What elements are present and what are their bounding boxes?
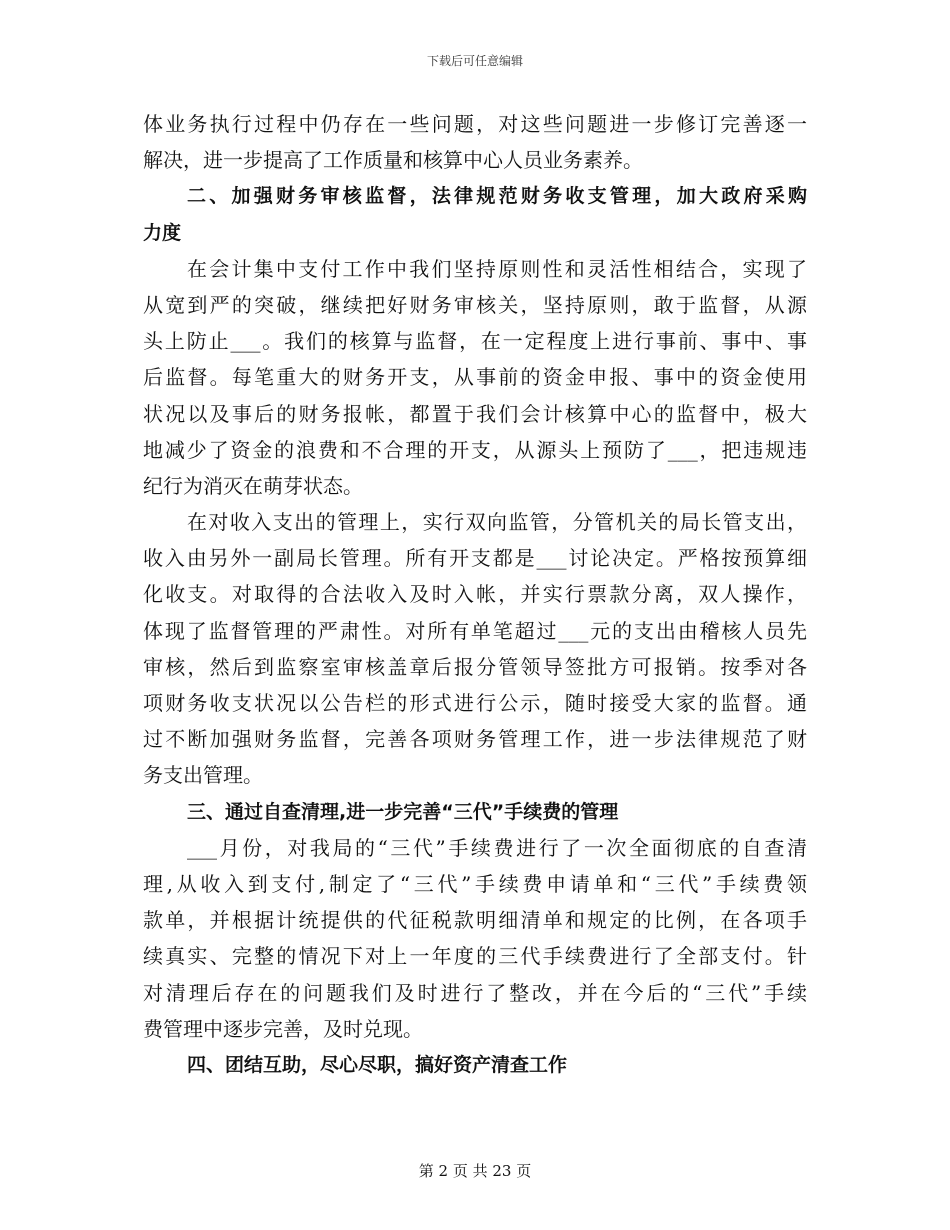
page-number: 第 2 页 共 23 页 [418, 1162, 532, 1180]
body-line: 款单，并根据计统提供的代征税款明细清单和规定的比例，在各项手 [143, 908, 807, 933]
page-footer [0, 1160, 950, 1181]
body-line: 后监督。每笔重大的财务开支，从事前的资金申报、事中的资金使用 [143, 365, 807, 390]
body-line: 理,从收入到支付,制定了“三代”手续费申请单和“三代”手续费领 [143, 871, 807, 896]
body-line: 体现了监督管理的严肃性。对所有单笔超过___元的支出由稽核人员先 [143, 618, 807, 643]
body-line: 过不断加强财务监督，完善各项财务管理工作，进一步法律规范了财 [143, 727, 807, 752]
section-heading-4: 四、团结互助，尽心尽职，搞好资产清查工作 [187, 1053, 568, 1076]
body-line: 在会计集中支付工作中我们坚持原则性和灵活性相结合，实现了 [187, 256, 807, 281]
header-note: 下载后可任意编辑 [426, 54, 523, 68]
document-body [143, 106, 807, 1083]
section-heading-3: 三、通过自查清理,进一步完善“三代”手续费的管理 [187, 800, 619, 823]
body-line: 地减少了资金的浪费和不合理的开支，从源头上预防了___，把违规违 [143, 437, 807, 462]
body-line: 审核，然后到监察室审核盖章后报分管领导签批方可报销。按季对各 [143, 654, 807, 679]
body-line: 对清理后存在的问题我们及时进行了整改，并在今后的“三代”手续 [143, 980, 807, 1005]
body-line: 化收支。对取得的合法收入及时入帐，并实行票款分离，双人操作， [143, 582, 807, 607]
section-heading-2: 二、加强财务审核监督，法律规范财务收支管理，加大政府采购 [187, 185, 807, 208]
body-line: 务支出管理。 [143, 763, 263, 788]
body-line: 头上防止___。我们的核算与监督，在一定程度上进行事前、事中、事 [143, 329, 807, 354]
body-line: ___月份，对我局的“三代”手续费进行了一次全面彻底的自查清 [187, 835, 807, 860]
body-line: 体业务执行过程中仍存在一些问题，对这些问题进一步修订完善逐一 [143, 112, 807, 136]
body-line: 从宽到严的突破，继续把好财务审核关，坚持原则，敢于监督，从源 [143, 292, 807, 317]
body-line: 费管理中逐步完善，及时兑现。 [143, 1016, 423, 1041]
body-line: 续真实、完整的情况下对上一年度的三代手续费进行了全部支付。针 [143, 944, 807, 969]
page-header [0, 52, 950, 69]
body-line: 解决，进一步提高了工作质量和核算中心人员业务素养。 [143, 148, 643, 173]
body-line: 纪行为消灭在萌芽状态。 [143, 473, 363, 498]
body-line: 状况以及事后的财务报帐，都置于我们会计核算中心的监督中，极大 [143, 401, 807, 426]
body-line: 收入由另外一副局长管理。所有开支都是___讨论决定。严格按预算细 [143, 546, 807, 571]
body-line: 项财务收支状况以公告栏的形式进行公示，随时接受大家的监督。通 [143, 691, 807, 715]
body-line: 在对收入支出的管理上，实行双向监管，分管机关的局长管支出， [187, 510, 807, 535]
section-heading-2-cont: 力度 [143, 221, 182, 244]
